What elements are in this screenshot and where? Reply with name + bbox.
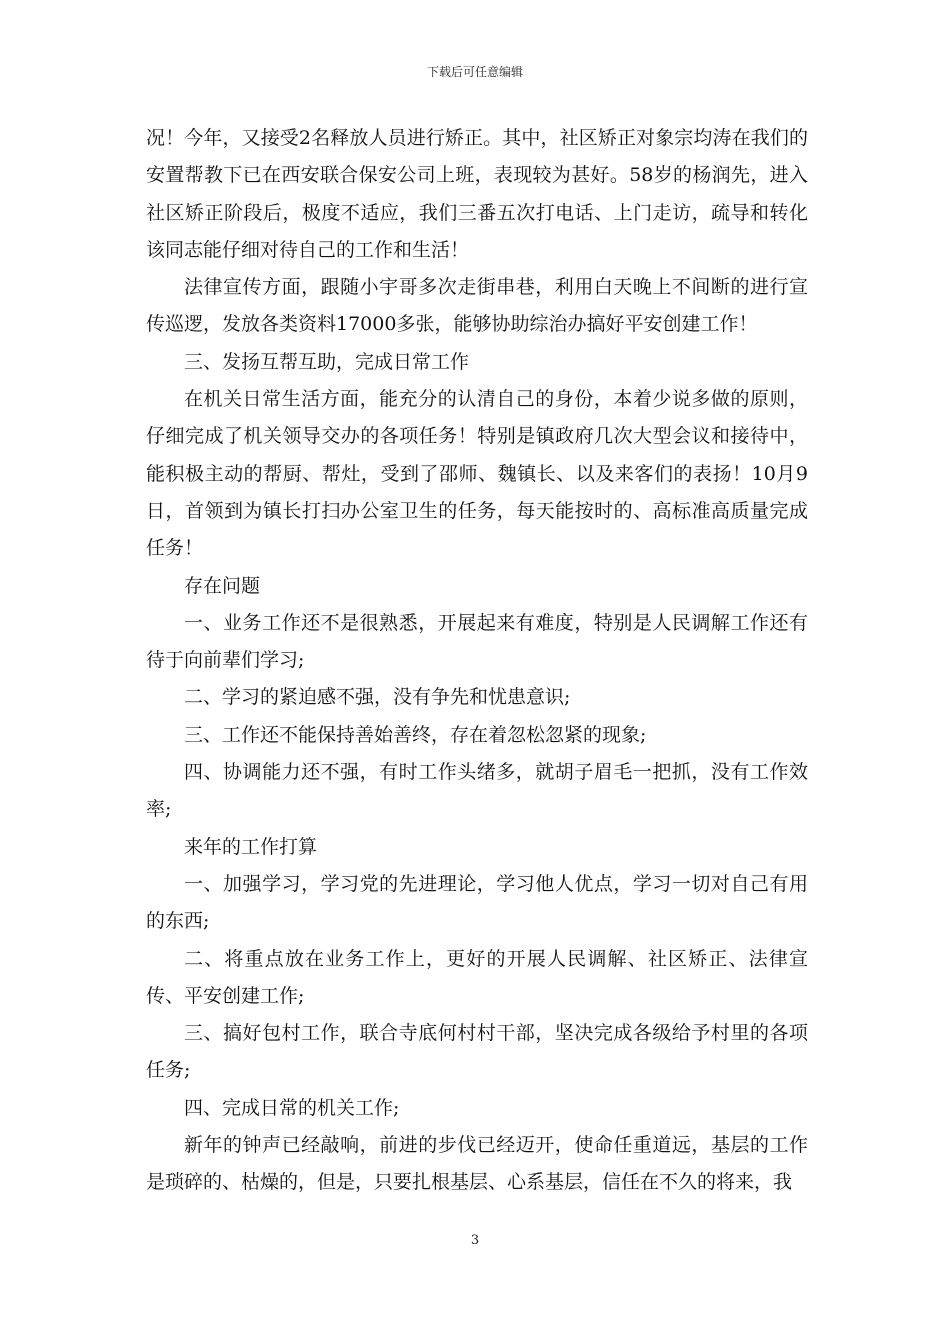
- list-item: 四、协调能力还不强，有时工作头绪多，就胡子眉毛一把抓，没有工作效率;: [146, 761, 808, 821]
- page-header: 下载后可任意编辑: [426, 65, 523, 79]
- paragraph: 况！今年，又接受2名释放人员进行矫正。其中，社区矫正对象宗均涛在我们的安置帮教下已在西安联合保安公司上班，表现较为甚好。58岁的杨润先，进入社区矫正阶段后，极度不适应，我们三番五次打电话、上门走访，疏导和转化该同志能仔细对待自己的工作和生活！: [146, 127, 808, 261]
- list-item: 二、将重点放在业务工作上，更好的开展人民调解、社区矫正、法律宣传、平安创建工作;: [146, 947, 808, 1007]
- list-item: 三、工作还不能保持善始善终，存在着忽松忽紧的现象;: [184, 723, 647, 746]
- section-heading: 来年的工作打算: [184, 835, 318, 858]
- list-item: 一、加强学习，学习党的先进理论，学习他人优点，学习一切对自己有用的东西;: [146, 872, 808, 933]
- paragraph: 法律宣传方面，跟随小宇哥多次走街串巷，利用白天晚上不间断的进行宣传巡逻，发放各类资料17000多张，能够协助综治办搞好平安创建工作！: [146, 276, 808, 336]
- document-body: [146, 120, 808, 1202]
- page-number: 3: [470, 1233, 480, 1248]
- list-item: 二、学习的紧迫感不强，没有争先和忧患意识;: [184, 686, 571, 709]
- list-item: 三、搞好包村工作，联合寺底何村村干部，坚决完成各级给予村里的各项任务;: [146, 1022, 808, 1082]
- paragraph: 新年的钟声已经敲响，前进的步伐已经迈开，使命任重道远，基层的工作是琐碎的、枯燥的，但是，只要扎根基层、心系基层，信任在不久的将来，我: [146, 1134, 808, 1194]
- list-item: 一、业务工作还不是很熟悉，开展起来有难度，特别是人民调解工作还有待于向前辈们学习;: [146, 611, 808, 672]
- section-heading: 存在问题: [184, 574, 261, 597]
- section-heading: 三、发扬互帮互助，完成日常工作: [184, 350, 470, 373]
- list-item: 四、完成日常的机关工作;: [184, 1096, 400, 1119]
- paragraph: 在机关日常生活方面，能充分的认清自己的身份，本着少说多做的原则，仔细完成了机关领导交办的各项任务！特别是镇政府几次大型会议和接待中，能积极主动的帮厨、帮灶，受到了邵师、魏镇长、以及来客们的表扬！10月9日，首领到为镇长打扫办公室卫生的任务，每天能按时的、高标准高质量完成任务！: [146, 388, 808, 560]
